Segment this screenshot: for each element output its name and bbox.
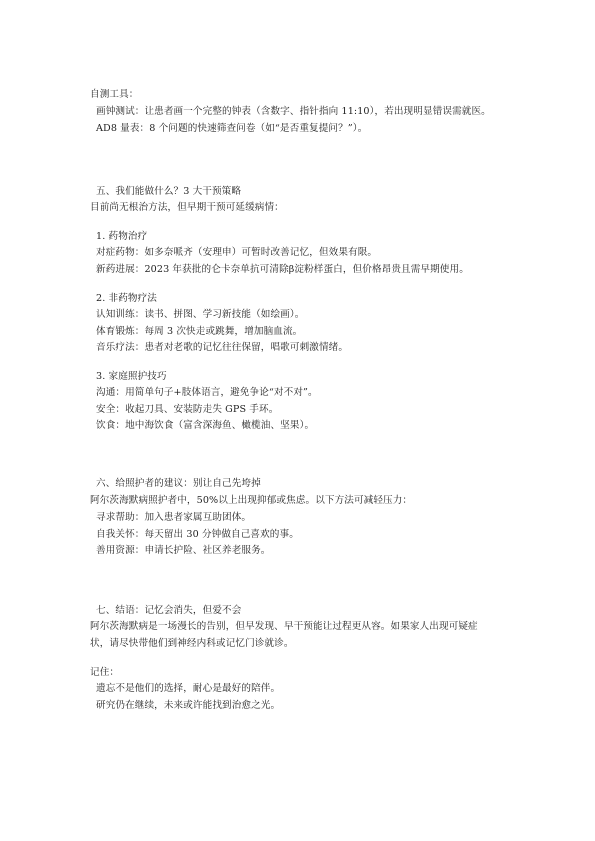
section7-body-line: 阿尔茨海默病是一场漫长的告别，但早发现、早干预能让过程更从容。如果家人出现可疑症 <box>90 621 478 632</box>
ad8-scale-item: AD8 量表：8 个问题的快速筛查问卷（如“是否重复提问？”）。 <box>96 123 368 134</box>
section7-body-line: 状，请尽快带他们到神经内科或记忆门诊就诊。 <box>90 638 294 649</box>
section5-intro: 目前尚无根治方法，但早期干预可延缓病情： <box>90 202 284 213</box>
section5-sub2-heading: 2. 非药物疗法 <box>96 293 157 304</box>
list-item: 寻求帮助：加入患者家属互助团体。 <box>96 512 252 523</box>
list-item: 饮食：地中海饮食（富含深海鱼、橄榄油、坚果）。 <box>96 420 315 431</box>
section7-heading: 七、结语：记忆会消失，但爱不会 <box>96 605 242 616</box>
list-item: 体育锻炼：每周 3 次快走或跳舞，增加脑血流。 <box>96 326 303 337</box>
list-item: 认知训练：读书、拼图、学习新技能（如绘画）。 <box>96 309 305 320</box>
list-item: 沟通：用简单句子+肢体语言，避免争论“对不对”。 <box>96 387 318 398</box>
list-item: 遗忘不是他们的选择，耐心是最好的陪伴。 <box>96 683 281 694</box>
list-item: 新药进展：2023 年获批的仑卡奈单抗可清除β淀粉样蛋白，但价格昂贵且需早期使用。 <box>96 264 469 275</box>
list-item: 善用资源：申请长护险、社区养老服务。 <box>96 545 271 556</box>
section5-sub1-heading: 1. 药物治疗 <box>96 231 148 242</box>
list-item: 自我关怀：每天留出 30 分钟做自己喜欢的事。 <box>96 529 299 540</box>
section5-sub3-heading: 3. 家庭照护技巧 <box>96 371 167 382</box>
remember-heading: 记住： <box>90 667 120 678</box>
section5-heading: 五、我们能做什么？3 大干预策略 <box>96 186 242 197</box>
clock-test-item: 画钟测试：让患者画一个完整的钟表（含数字、指针指向 11:10），若出现明显错误需就医。 <box>96 106 491 117</box>
list-item: 对症药物：如多奈哌齐（安理申）可暂时改善记忆，但效果有限。 <box>96 247 378 258</box>
list-item: 音乐疗法：患者对老歌的记忆往往保留，唱歌可刺激情绪。 <box>96 342 349 353</box>
list-item: 安全：收起刀具、安装防走失 GPS 手环。 <box>96 404 279 415</box>
list-item: 研究仍在继续，未来或许能找到治愈之光。 <box>96 700 281 711</box>
section6-intro: 阿尔茨海默病照护者中，50%以上出现抑郁或焦虑。以下方法可减轻压力： <box>90 495 413 506</box>
self-test-heading: 自测工具： <box>90 89 139 100</box>
section6-heading: 六、给照护者的建议：别让自己先垮掉 <box>96 478 261 489</box>
